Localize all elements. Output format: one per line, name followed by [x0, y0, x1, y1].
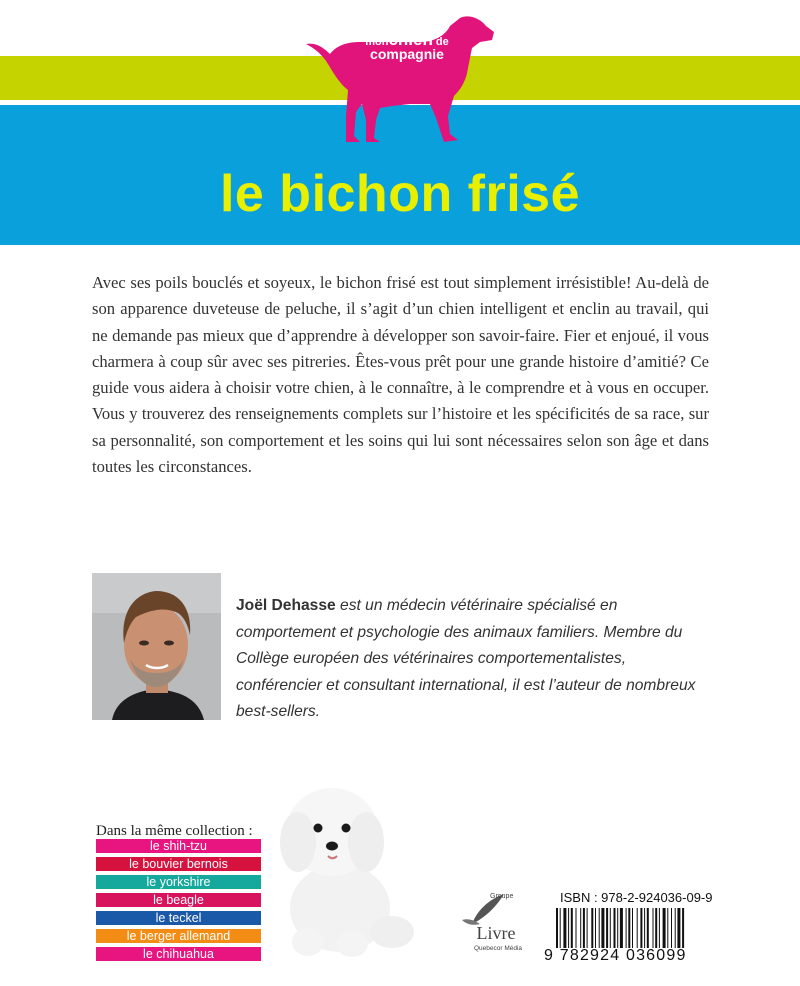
publisher-group: Groupe [490, 893, 514, 900]
collection-item-bouvier-bernois: le bouvier bernois [96, 857, 261, 871]
series-suffix: de [435, 36, 449, 48]
publisher-name: Livre [476, 923, 516, 943]
collection-item-teckel: le teckel [96, 911, 261, 925]
isbn-label: ISBN : 978-2-924036-09-9 [560, 890, 713, 905]
collection-item-chihuahua: le chihuahua [96, 947, 261, 961]
author-bio [236, 593, 711, 726]
bichon-photo [268, 782, 428, 958]
collection-item-yorkshire: le yorkshire [96, 875, 261, 889]
author-name: Joël Dehasse [236, 597, 336, 614]
author-photo [92, 573, 221, 720]
barcode-digits: 9 782924 036099 [544, 947, 687, 964]
series-name: chien [388, 30, 433, 49]
dog-silhouette-logo-icon [300, 8, 500, 146]
author-bio-text: est un médecin vétérinaire spécialisé en comportement et psychologie des animaux familiers. Membre du Collège européen des vétérinaires comportementalistes, conférencier et consultant international, il est l’auteur de nombreux best-sellers. [236, 597, 696, 720]
series-logo [352, 30, 462, 62]
collection-item-berger-allemand: le berger allemand [96, 929, 261, 943]
publisher-subtitle: Quebecor Média [473, 945, 523, 952]
barcode-icon [556, 908, 716, 948]
collection-list [96, 839, 261, 965]
collection-heading: Dans la même collection : [96, 823, 253, 839]
collection-item-shih-tzu: le shih-tzu [96, 839, 261, 853]
book-description: Avec ses poils bouclés et soyeux, le bichon frisé est tout simplement irrésistible! Au-delà de son apparence duveteuse de peluche, il s’agit d’un chien intelligent et enclin au travail, qui ne demande pas mieux que d’apprendre à développer son savoir-faire. Fier et enjoué, il vous charmera à coup sûr avec ses pitreries. Êtes-vous prêt pour une grande histoire d’amitié? Ce guide vous aidera à choisir votre chien, à le connaître, à le comprendre et à vous en occuper. Vous y trouverez des renseignements complets sur l’histoire et les spécificités de sa race, sur sa personnalité, son comportement et les soins qui lui sont nécessaires selon son âge et dans toutes les circonstances. [92, 273, 709, 477]
book-title: le bichon frisé [219, 165, 581, 223]
series-line2: compagnie [370, 46, 444, 62]
series-prefix: mon [365, 36, 389, 48]
collection-item-beagle: le beagle [96, 893, 261, 907]
